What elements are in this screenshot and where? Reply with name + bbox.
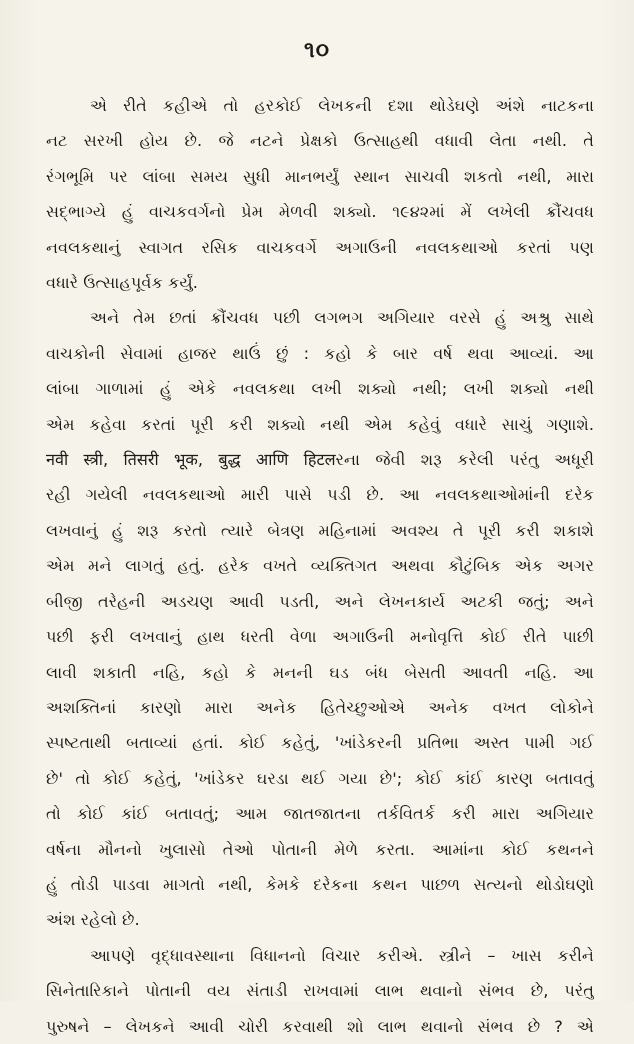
text-line: नवी स्त्री, तिसरी भूक, बुद्ध आणि हिटलરના જેવી શરૂ કરેલી પરંતુ અધૂરી [46, 450, 594, 470]
text-line: પછી ફરી લખવાનું હાથ ધરતી વેળા અગાઉની મનોવૃત્તિ કોઈ રીતે પાછી [46, 627, 594, 647]
text-line: નટ સરખી હોય છે. જે નટને પ્રેક્ષકો ઉત્સાહથી વધાવી લેતા નથી. તે [46, 131, 594, 151]
text-line: છે' તો કોઈ કહેતું, 'ખાંડેકર ઘરડા થઈ ગયા છે'; કોઈ કાંઈ કારણ બતાવતું [46, 768, 594, 788]
text-line: પુરુષને – લેખકને આવી ચોરી કરવાથી શો લાભ થવાનો સંભવ છે ? એ [46, 1016, 594, 1036]
text-line: આપણે વૃદ્ધાવસ્થાના વિધાનનો વિચાર કરીએ. સ્ત્રીને – ખાસ કરીને [90, 945, 594, 965]
text-line: અને તેમ છતાં ક્રૌંચવધ પછી લગભગ અગિયાર વરસે હું અશ્રુ સાથે [90, 308, 594, 328]
text-line: વધારે ઉત્સાહપૂર્વક કર્યું. [46, 273, 198, 293]
text-line: વર્ષના મૌનનો ખુલાસો તેઓ પોતાની મેળે કરતા. આમાંના કોઈ કથનને [46, 839, 594, 859]
text-line: વાચકોની સેવામાં હાજર થાઉં છું : કહો કે બાર વર્ષ થવા આવ્યાં. આ [46, 343, 594, 363]
text-line: સિનેતારિકાને પોતાની વય સંતાડી રાખવામાં લાભ થવાનો સંભવ છે, પરંતુ [46, 981, 594, 1001]
text-line: નવલકથાનું સ્વાગત રસિક વાચકવર્ગે અગાઉની નવલકથાઓ કરતાં પણ [46, 237, 594, 257]
text-line: રંગભૂમિ પર લાંબા સમય સુધી માનભર્યું સ્થાન સાચવી શકતો નથી, મારા [46, 166, 594, 186]
text-line: લાંબા ગાળામાં હું એકે નવલકથા લખી શક્યો નથી; લખી શક્યો નથી [46, 379, 594, 399]
text-line: તો કોઈ કાંઈ બતાવતું; આમ જાતજાતના તર્કવિતર્ક કરી મારા અગિયાર [46, 804, 594, 824]
text-line: સદ્ભાગ્યે હું વાચકવર્ગનો પ્રેમ મેળવી શક્યો. ૧૯૪૨માં મેં લખેલી ક્રૌંચવધ [46, 202, 594, 222]
text-line: હું તોડી પાડવા માગતો નથી, કેમકે દરેકના કથન પાછળ સત્યનો થોડોઘણો [46, 874, 594, 894]
text-line: એ રીતે કહીએ તો હરકોઈ લેખકની દશા થોડેઘણે અંશે નાટકના [90, 96, 594, 115]
text-line: બીજી તરેહની અડચણ આવી પડતી, અને લેખનકાર્ય અટકી જતું; અને [46, 591, 594, 611]
text-line: લાવી શકાતી નહિ, કહો કે મનની ઘડ બંધ બેસતી આવતી નહિ. આ [46, 662, 594, 682]
text-line: એમ કહેવા કરતાં પૂરી કરી શક્યો નથી એમ કહેવું વધારે સાચું ગણાશે. [46, 414, 594, 434]
text-line: અશક્તિનાં કારણો મારા અનેક હિતેચ્છુઓએ અનેક વખત લોકોને [46, 697, 594, 717]
page-number: ૧૦ [303, 38, 331, 63]
text-line: લખવાનું હું શરૂ કરતો ત્યારે બેત્રણ મહિનામાં અવશ્ય તે પૂરી કરી શકાશે [46, 520, 594, 540]
text-line: સ્પષ્ટતાથી બતાવ્યાં હતાં. કોઈ કહેતું, 'ખાંડેકરની પ્રતિભા અસ્ત પામી ગઈ [46, 733, 594, 753]
text-line: અંશ રહેલો છે. [46, 910, 140, 930]
body-text [46, 88, 594, 1044]
text-line: એમ મને લાગતું હતું. હરેક વખતે વ્યક્તિગત અથવા કૌટુંબિક એક અગર [46, 556, 594, 576]
text-line: રહી ગયેલી નવલકથાઓ મારી પાસે પડી છે. આ નવલકથાઓમાંની દરેક [46, 485, 594, 505]
